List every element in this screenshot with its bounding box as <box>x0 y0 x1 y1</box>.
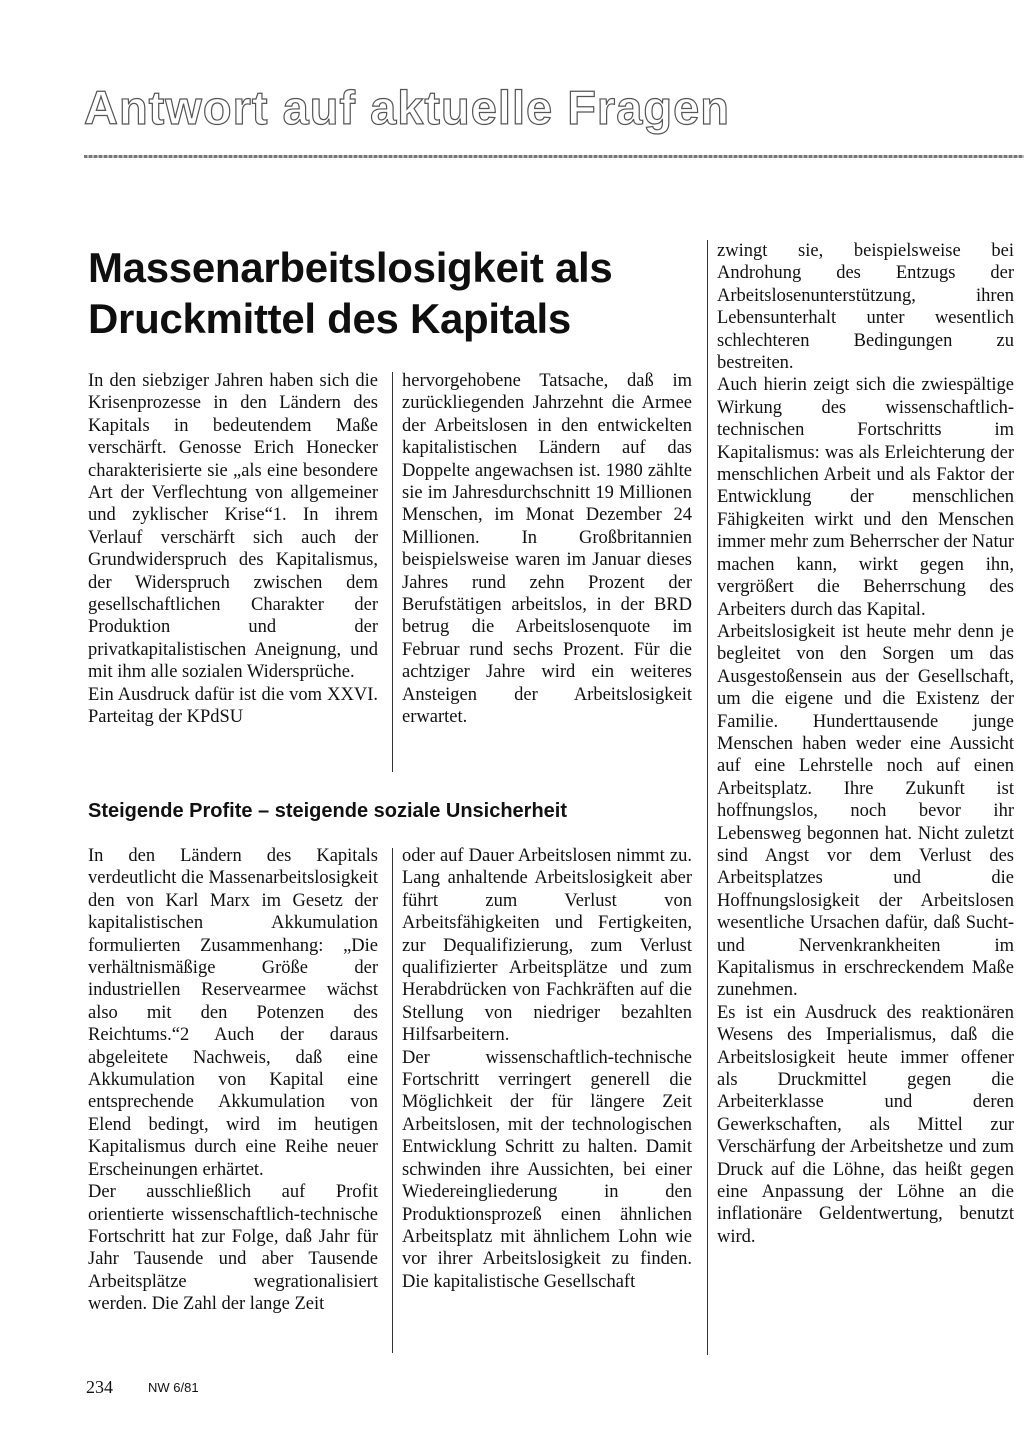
paragraph: In den siebziger Jahren haben sich die Krisenprozesse in den Ländern des Kapitals in bedeutendem Maße verschärft. Genosse Erich Honecker charakterisierte sie „als eine besondere Art der Verflechtung von allgemeiner und zyklischer Krise“1. In ihrem Verlauf verschärft sich auch der Grundwiderspruch des Kapitalismus, der Widerspruch zwischen dem gesellschaftlichen Charakter der Produktion und der privatkapitalistischen Aneignung, und mit ihm alle sozialen Widersprüche. <box>88 371 378 683</box>
section2-column-2 <box>402 845 692 1293</box>
paragraph: Es ist ein Ausdruck des reaktionären Wesens des Imperialismus, daß die Arbeitslosigkeit heute immer offener als Druckmittel gegen die Arbeiterklasse und deren Gewerkschaften, als Mittel zur Verschärfung der Arbeitshetze und zum Druck auf die Löhne, das heißt gegen eine Anpassung der Löhne an die inflationäre Geldentwertung, benutzt wird. <box>717 1002 1014 1247</box>
source-reference: NW 6/81 <box>148 1380 199 1395</box>
paragraph: Arbeitslosigkeit ist heute mehr denn je begleitet von den Sorgen um das Ausgestoßensein aus der Gesellschaft, um die eigene und die Existenz der Familie. Hunderttausende junge Menschen haben weder eine Aussicht auf eine Lehrstelle noch auf einen Arbeitsplatz. Ihre Zukunft ist hoffnungslos, noch bevor ihr Lebensweg begonnen hat. Nicht zuletzt sind Angst vor dem Verlust des Arbeitsplatzes und die Hoffnungslosigkeit der Arbeitslosen wesentliche Ursachen dafür, daß Sucht- und Nervenkrankheiten im Kapitalismus in erschreckendem Maße zunehmen. <box>717 621 1014 1001</box>
paragraph: Der ausschließlich auf Profit orientierte wissenschaftlich-technische Fortschritt hat zur Folge, daß Jahr für Jahr Tausende und aber Tausende Arbeitsplätze wegrationalisiert werden. Die Zahl der lange Zeit <box>88 1182 378 1315</box>
paragraph: Auch hierin zeigt sich die zwiespältige Wirkung des wissenschaftlich-technischen Fortschritts im Kapitalismus: was als Erleichterung der menschlichen Arbeit und als Faktor der Entwicklung der menschlichen Fähigkeiten wirkt und den Menschen immer mehr zum Beherrscher der Natur machen kann, wirkt gegen ihn, vergrößert die Beherrschung des Arbeiters durch das Kapital. <box>717 375 1014 620</box>
page-number: 234 <box>86 1377 113 1397</box>
paragraph: hervorgehobene Tatsache, daß im zurückliegenden Jahrzehnt die Armee der Arbeitslosen in den entwickelten kapitalistischen Ländern auf das Doppelte angewachsen ist. 1980 zählte sie im Jahresdurchschnitt 19 Millionen Menschen, im Monat Dezember 24 Millionen. In Großbritannien beispielsweise waren im Januar dieses Jahres rund zehn Prozent der Berufstätigen arbeitslos, in der BRD betrug die Arbeitslosenquote im Februar rund sechs Prozent. Für die achtziger Jahre wird ein weiteres Ansteigen der Arbeitslosigkeit erwartet. <box>402 371 692 728</box>
paragraph: zwingt sie, beispielsweise bei Androhung des Entzugs der Arbeitslosenunterstützung, ihren Lebensunterhalt unter wesentlich schlechteren Bedingungen zu bestreiten. <box>717 241 1014 374</box>
column-3 <box>717 240 1014 1248</box>
column-divider <box>392 848 393 1353</box>
section1-column-2 <box>402 370 692 729</box>
paragraph: Der wissenschaftlich-technische Fortschritt verringert generell die Möglichkeit der für längere Zeit Arbeitslosen, mit der technologischen Entwicklung Schritt zu halten. Damit schwinden ihre Aussichten, bei einer Wiedereingliederung in den Produktionsprozeß einen ähnlichen Arbeitsplatz mit ähnlichem Lohn wie vor ihrer Arbeitslosigkeit zu finden. Die kapitalistische Gesellschaft <box>402 1047 692 1292</box>
paragraph: oder auf Dauer Arbeitslosen nimmt zu. Lang anhaltende Arbeitslosigkeit aber führt zum Verlust von Arbeitsfähigkeiten und Fertigkeiten, zur Dequalifizierung, zum Verlust qualifizierter Arbeitsplätze und zum Herabdrücken von Fachkräften auf die Stellung von niedriger bezahlten Hilfsarbeitern. <box>402 846 692 1046</box>
paragraph: Ein Ausdruck dafür ist die vom XXVI. Parteitag der KPdSU <box>88 684 378 728</box>
kicker-rule <box>84 155 1024 158</box>
paragraph: In den Ländern des Kapitals verdeutlicht die Massenarbeitslosigkeit den von Karl Marx im Gesetz der kapitalistischen Akkumulation formulierten Zusammenhang: „Die verhältnismäßige Größe der industriellen Reservearmee wächst also mit den Potenzen des Reichtums.“2 Auch der daraus abgeleitete Nachweis, daß eine Akkumulation von Kapital eine entsprechende Akkumulation von Elend bedingt, wird im heutigen Kapitalismus durch eine Reihe neuer Erscheinungen erhärtet. <box>88 846 378 1180</box>
section2-column-1 <box>88 845 378 1316</box>
section-subheading: Steigende Profite – steigende soziale Unsicherheit <box>88 800 568 822</box>
column-divider <box>392 372 393 772</box>
section1-column-1 <box>88 370 378 729</box>
column-divider <box>707 240 708 1355</box>
section-kicker: Antwort auf aktuelle Fragen <box>84 81 730 134</box>
article-headline: Massenarbeitslosigkeit als Druckmittel des Kapitals <box>88 244 613 342</box>
